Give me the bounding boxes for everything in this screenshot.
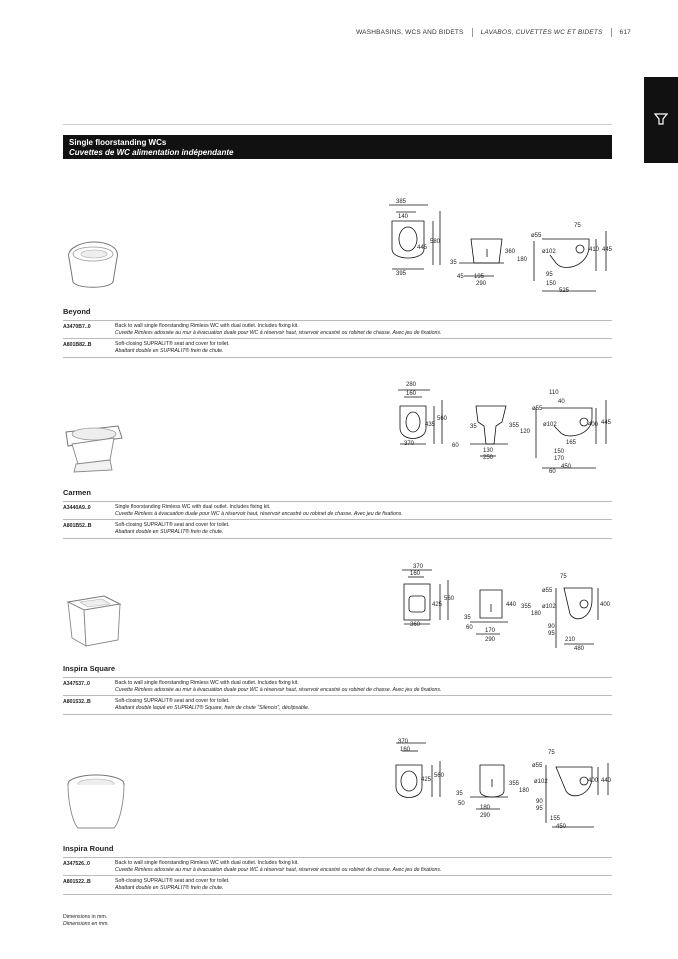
description-en: Soft-closing SUPRALIT® seat and cover for toilet. [115, 698, 230, 704]
dimension-label: 95 [548, 631, 555, 637]
product-name: Carmen [63, 488, 91, 497]
dimension-label: 75 [574, 223, 581, 229]
description-fr: Abattant double en SUPRALIT® frein de chute. [115, 885, 224, 891]
dimension-label: 290 [480, 813, 491, 819]
dimension-label: 90 [548, 624, 555, 630]
dimension-label: 560 [434, 773, 445, 779]
dimension-label: 90 [536, 799, 543, 805]
dimension-label: 45 [457, 274, 464, 280]
dimension-label: 110 [549, 390, 559, 396]
table-row [63, 677, 612, 696]
table-row [63, 320, 612, 339]
dimension-label: 360 [505, 249, 516, 255]
divider [63, 124, 612, 125]
technical-drawing-carmen [384, 378, 614, 483]
divider [472, 28, 473, 37]
dimension-label: 400 [600, 602, 611, 608]
dimension-label: 360 [410, 622, 421, 628]
dimension-label: 440 [601, 778, 612, 784]
description-en: Back to wall single floorstanding Rimless WC with dual outlet. Includes fixing kit. [115, 323, 299, 329]
dimension-label: 160 [406, 391, 417, 397]
dimension-label: 60 [466, 625, 473, 631]
dimension-label: 50 [458, 801, 465, 807]
dimension-label: 35 [470, 424, 477, 430]
dimension-label: 400 [588, 422, 599, 428]
dimension-label: 355 [521, 604, 532, 610]
dimension-label: 35 [464, 615, 471, 621]
dimension-label: 445 [601, 420, 612, 426]
product-code: A347526..0 [63, 861, 90, 867]
table-row [63, 501, 612, 520]
dimension-label: 35 [456, 791, 463, 797]
category-title-en: Single floorstanding WCs [69, 138, 167, 147]
dimension-label: 155 [550, 816, 561, 822]
description-fr: Cuvette Rimless à évacuation duale pour WC à réservoir haut, réservoir encastré ou robinet de chasse. Avec jeu de fixations. [115, 511, 403, 517]
dimension-label: 210 [565, 637, 576, 643]
dimension-label: 150 [554, 449, 565, 455]
dimension-label: 95 [546, 272, 553, 278]
dimension-label: 180 [531, 611, 542, 617]
divider [63, 894, 612, 895]
table-row [63, 338, 612, 358]
description-en: Single floorstanding Rimless WC with dual outlet. Includes fixing kit. [115, 504, 271, 510]
dimension-label: 445 [602, 247, 613, 253]
dimension-label: 435 [425, 422, 436, 428]
dimension-label: 140 [398, 214, 409, 220]
product-name: Inspira Square [63, 664, 116, 673]
dimension-label: 180 [480, 805, 491, 811]
product-name: Inspira Round [63, 844, 114, 853]
product-code: A347537..0 [63, 681, 90, 687]
running-header [356, 28, 631, 37]
description-fr: Abattant double laqué en SUPRALIT® Square, frein de chute "Silencio", déclipsable. [115, 705, 310, 711]
footnote-en: Dimensions in mm. [63, 914, 108, 920]
dimension-label: 445 [417, 245, 428, 251]
dimension-label: ø102 [542, 249, 556, 255]
dimension-label: 370 [413, 564, 424, 570]
dimension-label: 75 [560, 574, 567, 580]
dimension-label: 150 [546, 281, 557, 287]
dimension-label: 165 [566, 440, 577, 446]
dimension-label: ø55 [531, 233, 542, 239]
description-fr: Cuvette Rimless adossée au mur à évacuation duale pour WC à réservoir haut, réservoir encastré ou robinet de chasse. Avec jeu de fixations. [115, 867, 442, 873]
dimension-label: ø55 [532, 763, 543, 769]
dimension-label: 580 [430, 239, 441, 245]
dimension-label: 280 [406, 382, 417, 388]
dimension-label: 160 [400, 747, 411, 753]
dimension-label: 425 [432, 602, 443, 608]
dimension-label: ø55 [542, 588, 553, 594]
product-code: A3470B7..0 [63, 324, 91, 330]
description-fr: Abattant double en SUPRALIT® frein de chute. [115, 348, 224, 354]
product-name: Beyond [63, 307, 91, 316]
dimension-label: 170 [485, 628, 496, 634]
section-title-fr: LAVABOS, CUVETTES WC ET BIDETS [480, 29, 603, 36]
dimension-label: 450 [561, 464, 572, 470]
dimension-label: 440 [506, 602, 517, 608]
dimension-label: 195 [474, 274, 485, 280]
dimension-label: ø102 [543, 422, 557, 428]
dimension-label: 290 [476, 281, 487, 287]
divider [611, 28, 612, 37]
product-code: A801532..B [63, 699, 91, 705]
product-code: A3440A9..0 [63, 505, 91, 511]
divider [63, 538, 612, 539]
description-fr: Abattant double en SUPRALIT® frein de chute. [115, 529, 224, 535]
dimension-label: 525 [559, 288, 570, 294]
dimension-label: 120 [520, 429, 531, 435]
category-band [63, 135, 612, 159]
dimension-label: ø55 [532, 406, 543, 412]
footnote-fr: Dimensions en mm. [63, 921, 109, 927]
dimension-label: 560 [437, 416, 448, 422]
footnote [63, 914, 109, 928]
dimension-label: 425 [421, 777, 432, 783]
dimension-label: 385 [396, 199, 407, 205]
dimension-label: 170 [554, 456, 565, 462]
technical-drawing-beyond [384, 191, 614, 301]
description-fr: Cuvette Rimless adossée au mur à évacuation duale pour WC à réservoir haut, réservoir encastré ou robinet de chasse. Avec jeu de fixations. [115, 330, 442, 336]
description-fr: Cuvette Rimless adossée au mur à évacuation duale pour WC à réservoir haut, réservoir encastré ou robinet de chasse. Avec jeu de fixations. [115, 687, 442, 693]
section-title-en: WASHBASINS, WCS AND BIDETS [356, 29, 464, 36]
description-en: Soft-closing SUPRALIT® seat and cover for toilet. [115, 341, 230, 347]
product-photo-carmen [64, 412, 126, 474]
dimension-label: ø102 [542, 604, 556, 610]
divider [63, 714, 612, 715]
product-photo-inspira-round [64, 770, 128, 834]
dimension-label: 130 [483, 448, 494, 454]
page-number: 617 [619, 29, 631, 36]
dimension-label: 180 [517, 257, 528, 263]
section-tab [644, 77, 678, 163]
washbasin-icon [654, 112, 668, 126]
table-row [63, 695, 612, 715]
product-code: A801B52..B [63, 523, 92, 529]
category-title-fr: Cuvettes de WC alimentation indépendante [69, 148, 234, 157]
dimension-label: 370 [398, 739, 409, 745]
divider [63, 357, 612, 358]
dimension-label: 180 [519, 788, 530, 794]
dimension-label: 560 [444, 596, 455, 602]
dimension-label: 400 [588, 778, 599, 784]
technical-drawing-inspira-square [384, 560, 614, 660]
dimension-label: 480 [574, 646, 585, 652]
dimension-label: 95 [536, 806, 543, 812]
dimension-label: 40 [558, 399, 565, 405]
product-code: A801522..B [63, 879, 91, 885]
product-photo-inspira-square [64, 590, 124, 650]
table-row [63, 875, 612, 895]
dimension-label: 450 [556, 824, 567, 830]
dimension-label: 395 [396, 271, 407, 277]
technical-drawing-inspira-round [384, 737, 614, 837]
description-en: Soft-closing SUPRALIT® seat and cover for toilet. [115, 522, 230, 528]
dimension-label: 60 [452, 443, 459, 449]
dimension-label: 290 [485, 637, 496, 643]
description-en: Back to wall single floorstanding Rimless WC with dual outlet. Includes fixing kit. [115, 680, 299, 686]
dimension-label: 250 [483, 455, 494, 461]
table-row [63, 519, 612, 539]
dimension-label: 60 [549, 469, 556, 475]
dimension-label: 75 [548, 750, 555, 756]
description-en: Soft-closing SUPRALIT® seat and cover for toilet. [115, 878, 230, 884]
table-row [63, 857, 612, 876]
dimension-label: 160 [410, 571, 421, 577]
dimension-label: 355 [509, 781, 520, 787]
dimension-label: ø102 [534, 779, 548, 785]
dimension-label: 370 [404, 441, 415, 447]
dimension-label: 410 [589, 247, 600, 253]
description-en: Back to wall single floorstanding Rimless WC with dual outlet. Includes fixing kit. [115, 860, 299, 866]
dimension-label: 35 [450, 260, 457, 266]
product-code: A801B82..B [63, 342, 92, 348]
product-photo-beyond [64, 236, 122, 292]
dimension-label: 355 [509, 423, 520, 429]
